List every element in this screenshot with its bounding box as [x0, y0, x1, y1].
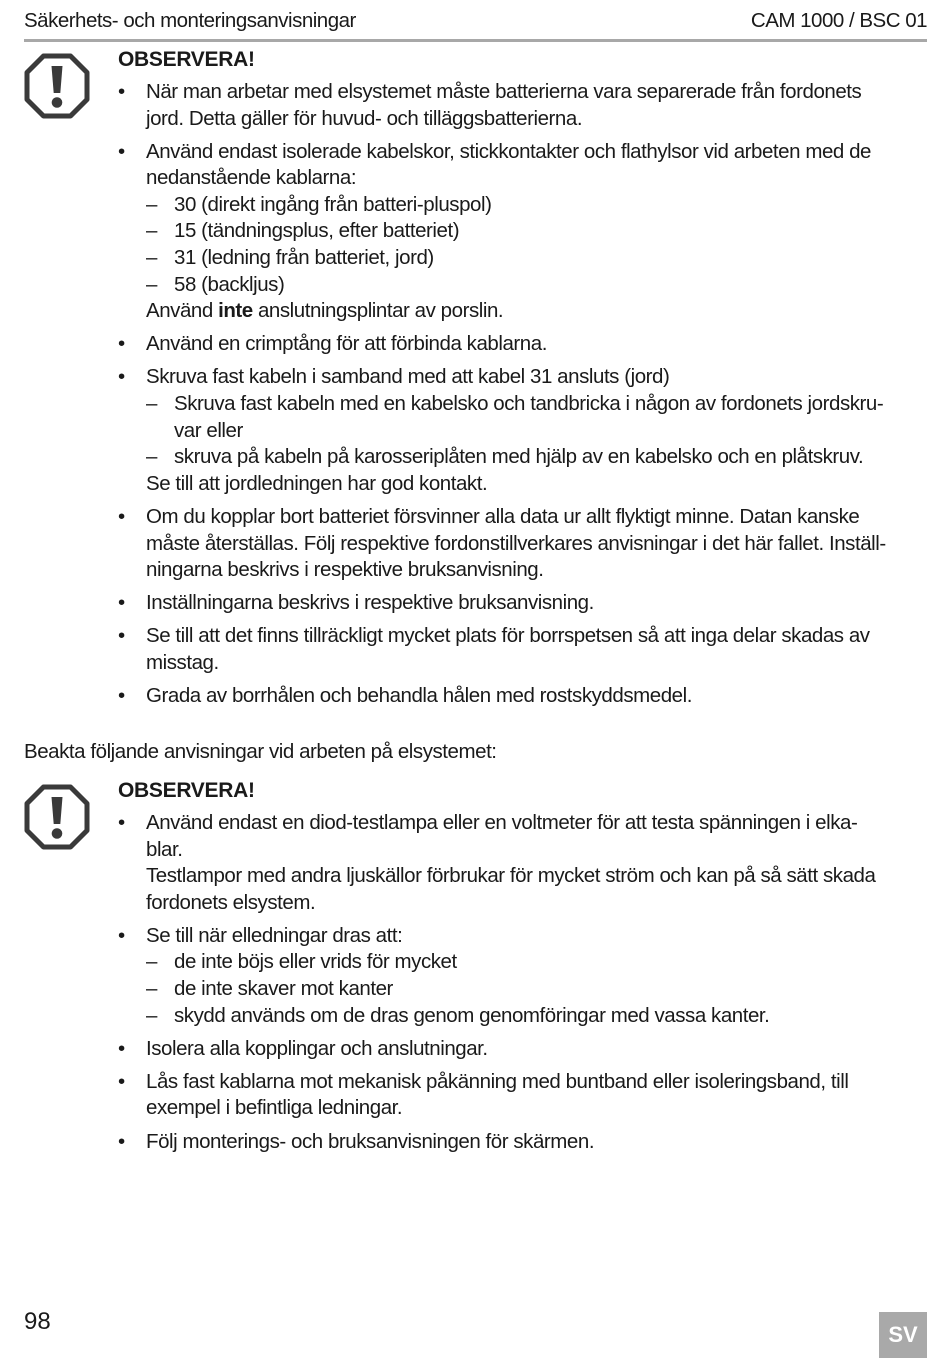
bullet-symbol: •	[118, 811, 125, 834]
emphasis-text: inte	[218, 299, 253, 323]
sub-item: – skydd används om de dras genom genomföringar med vassa kanter.	[146, 1003, 770, 1027]
bullet-symbol: •	[118, 80, 125, 103]
list-item: • Skruva fast kabeln i samband med att kabel 31 ansluts (jord) – Skruva fast kabeln med en kabelsko och tandbricka i någon av fordonets jordskru- var eller – skruva på kabeln på karosseriplåten med hjälp av en kabelsko och en plåtskruv. Se till att jordledningen har god kontakt.	[118, 364, 934, 497]
sub-item: – 31 (ledning från batteriet, jord)	[146, 246, 434, 270]
page-header	[24, 9, 927, 39]
product-model: CAM 1000 / BSC 01	[750, 9, 927, 32]
bullet-symbol: •	[118, 504, 125, 528]
bullet-symbol: •	[118, 683, 125, 707]
list-item: • Se till att det finns tillräckligt mycket plats för borrspetsen så att inga delar skadas av misstag.	[118, 624, 870, 674]
notice-content	[118, 778, 934, 1162]
warning-list	[118, 810, 934, 1155]
notice-content	[118, 47, 934, 716]
sub-item: – de inte skaver mot kanter	[146, 977, 393, 1001]
bullet-symbol: •	[118, 1069, 125, 1093]
sub-item: – skruva på kabeln på karosseriplåten med hjälp av en kabelsko och en plåtskruv.	[146, 445, 864, 469]
bullet-symbol: •	[118, 624, 125, 648]
list-item: • Använd en crimptång för att förbinda kablarna.	[118, 331, 934, 358]
page-number: 98	[24, 1308, 51, 1335]
list-item: • Inställningarna beskrivs i respektive bruksanvisning.	[118, 590, 934, 617]
warning-notice-1	[24, 47, 934, 727]
warning-octagon-icon	[24, 784, 90, 850]
sub-item: – de inte böjs eller vrids för mycket	[146, 950, 457, 974]
warning-notice-2	[24, 778, 934, 1178]
notice-title: OBSERVERA!	[118, 48, 255, 71]
list-item: • Använd endast en diod-testlampa eller en voltmeter för att testa spänningen i elka- blar. Testlampor med andra ljuskällor förbrukar för mycket ström och kan på så sätt skada fordonets elsystem.	[118, 811, 876, 914]
language-badge: SV	[879, 1312, 927, 1358]
bullet-symbol: •	[118, 923, 125, 947]
list-item: • Se till när elledningar dras att: – de inte böjs eller vrids för mycket – de inte skaver mot kanter – skydd används om de dras genom genomföringar med vassa kanter.	[118, 923, 934, 1029]
sub-item: – 30 (direkt ingång från batteri-pluspol)	[146, 192, 492, 216]
list-item: • Om du kopplar bort batteriet försvinner alla data ur allt flyktigt minne. Datan kanske måste återställas. Följ respektive fordonstillverkares anvisningar i det här fallet. Inställ- ningarna beskrivs i respektive bruksanvisning.	[118, 504, 886, 582]
bullet-symbol: •	[118, 332, 125, 356]
list-item: • Isolera alla kopplingar och anslutningar.	[118, 1036, 934, 1063]
notice-title: OBSERVERA!	[118, 779, 255, 802]
list-item: • Lås fast kablarna mot mekanisk påkänning med buntband eller isoleringsband, till exempel i befintliga ledningar.	[118, 1069, 849, 1120]
list-item: • När man arbetar med elsystemet måste batterierna vara separerade från fordonets jord. Detta gäller för huvud- och tilläggsbatterierna.	[118, 80, 862, 130]
sub-item: – Skruva fast kabeln med en kabelsko och tandbricka i någon av fordonets jordskru- var eller	[146, 392, 884, 442]
document-section-title: Säkerhets- och monteringsanvisningar	[24, 9, 356, 32]
bullet-symbol: •	[118, 139, 125, 163]
bullet-symbol: •	[118, 365, 125, 389]
porcelain-note: Använd inte anslutningsplintar av porslin.	[146, 299, 504, 323]
list-item: • Använd endast isolerade kabelskor, stickkontakter och flathylsor vid arbeten med de nedanstående kablarna: – 30 (direkt ingång från batteri-pluspol) – 15 (tändningsplus, efter batteriet) – 31 (ledning från batteriet, jord) – 58 (backljus) Använd inte anslutningsplintar av porslin.	[118, 139, 934, 325]
list-item: • Följ monterings- och bruksanvisningen för skärmen.	[118, 1129, 934, 1156]
sub-item: – 15 (tändningsplus, efter batteriet)	[146, 219, 460, 243]
warning-octagon-icon	[24, 53, 90, 119]
bullet-symbol: •	[118, 591, 125, 615]
bullet-symbol: •	[118, 1036, 125, 1060]
intro-paragraph: Beakta följande anvisningar vid arbeten på elsystemet:	[24, 740, 497, 763]
warning-list	[118, 79, 934, 710]
bullet-symbol: •	[118, 1129, 125, 1153]
header-divider	[24, 39, 927, 42]
list-item: • Grada av borrhålen och behandla hålen med rostskyddsmedel.	[118, 683, 934, 710]
sub-item: – 58 (backljus)	[146, 272, 285, 296]
